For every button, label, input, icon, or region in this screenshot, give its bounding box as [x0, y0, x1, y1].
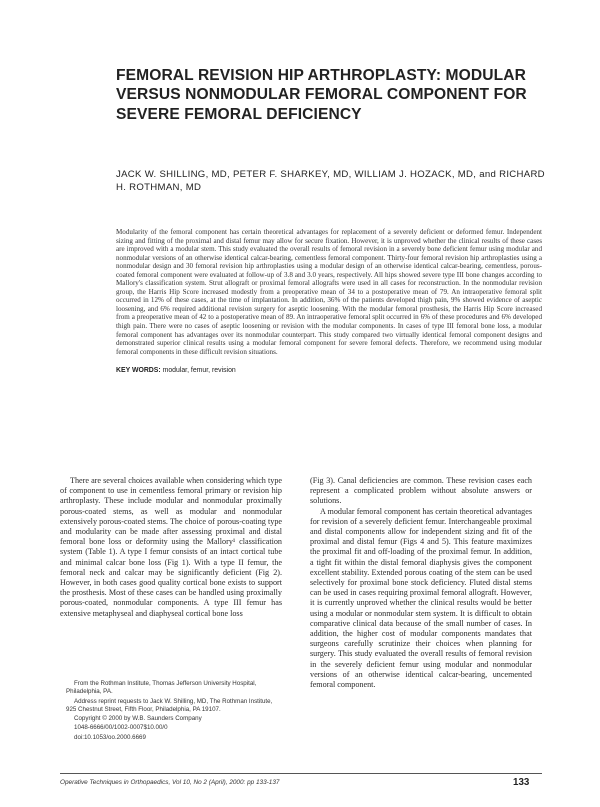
- footnote-doi: doi:10.1053/oo.2000.6669: [74, 733, 146, 741]
- body-left-column: [60, 476, 282, 619]
- footnotes: [66, 680, 280, 743]
- body-right-column: [310, 476, 532, 690]
- footnote-issn: 1048-6666/00/1002-0007$10.00/0: [74, 724, 168, 732]
- keywords-label: KEY WORDS:: [116, 367, 161, 374]
- body-paragraph: A modular femoral component has certain theoretical advantages for revision of a severely deficient femur. Interchangeable proximal and distal components allow for independent sizing and fit of the proximal and distal femur (Figs 4 and 5). This feature maximizes the proximal fit and off-loading of the proximal femur. In addition, a tight fit within the distal femoral diaphysis gives the component excellent stability. Extended porous coating of the stem can be used selectively for proximal bone stock deficiency. Fluted distal stems can be used in cases requiring proximal femoral allograft. However, it is currently unproved whether the clinical results would be better using a modular or nonmodular stem system. It is difficult to obtain comparative clinical data because of the small number of cases. In addition, the higher cost of modular components mandates that surgeons carefully scrutinize their choices when planning for surgery. This study evaluated the overall results of femoral revision in the severely deficient femur using modular and nonmodular versions of an otherwise identical calcar-bearing, uncemented femoral component.: [310, 506, 532, 690]
- keywords-text: modular, femur, revision: [160, 367, 236, 374]
- page-number: 133: [513, 777, 530, 788]
- abstract: Modularity of the femoral component has certain theoretical advantages for replacement of a severely deficient or deformed femur. Independent sizing and fitting of the proximal and distal femur may allow for secure fixation. However, it is unproved whether the clinical results of these cases are improved with a modular stem. This study evaluated the overall results of femoral revision in a severely bone deficient femur using modular and nonmodular versions of an otherwise identical calcar-bearing, cementless femoral component. Thirty-four femoral revision hip arthroplasties using a nonmodular design and 30 femoral revision hip arthroplasties using a modular design of an otherwise identical calcar-bearing, cementless, porous-coated femoral component were evaluated at follow-up of 3.8 and 3.0 years, respectively. All hips showed severe type III bone changes according to Mallory's classification system. Strut allograft or proximal femoral allografts were used in all cases for reconstruction. In the nonmodular revision group, the Harris Hip Score increased modestly from a preoperative mean of 34 to a postoperative mean of 79. An intraoperative femoral split occurred in 12% of these cases, at the time of implantation. In addition, 36% of the patients developed thigh pain, 9% showed evidence of aseptic loosening, and 6% required additional revision surgery for aseptic loosening. With the modular femoral prosthesis, the Harris Hip Score increased from a preoperative mean of 42 to a postoperative mean of 89. An intraoperative femoral split occurred in 6% of these procedures and 6% developed thigh pain. There were no cases of aseptic loosening or revision with the modular components. In cases of type III femoral bone loss, a modular femoral component has advantages over its nonmodular counterpart. This study compared two virtually identical femoral component designs and demonstrated superior clinical results using a modular femoral component for severe femoral defects. Therefore, we recommend using modular femoral components in these difficult revision situations.: [116, 228, 542, 356]
- footnote-reprints: Address reprint requests to Jack W. Shilling, MD, The Rothman Institute, 925 Chestnut Street, Fifth Floor, Philadelphia, PA 19107.: [66, 697, 273, 713]
- body-paragraph: There are several choices available when considering which type of component to use in cementless femoral primary or revision hip arthroplasty. These include modular and nonmodular proximally porous-coated stems, as well as modular and nonmodular extensively porous-coated stems. The choice of porous-coating type and modularity can be made after assessing proximal and distal femoral bone loss or deformity using the Mallory¹ classification system (Table 1). A type I femur consists of an intact cortical tube and minimal calcar bone loss (Fig 1). With a type II femur, the femoral neck and calcar may be significantly deficient (Fig 2). However, in both cases good quality cortical bone exists to support the prosthesis. Most of these cases can be handled using proximally porous-coated, nonmodular components. A type III femur has extensive metaphyseal and diaphyseal cortical bone loss: [60, 476, 282, 618]
- footer-divider: [60, 773, 542, 774]
- footnote-copyright: Copyright © 2000 by W.B. Saunders Company: [74, 715, 202, 723]
- author-list: JACK W. SHILLING, MD, PETER F. SHARKEY, MD, WILLIAM J. HOZACK, MD, and RICHARD H. ROTHMAN, MD: [116, 169, 545, 193]
- keywords: [116, 366, 542, 375]
- footnote-affiliation: From the Rothman Institute, Thomas Jefferson University Hospital, Philadelphia, PA.: [66, 680, 257, 696]
- body-paragraph: (Fig 3). Canal deficiencies are common. These revision cases each represent a complicated problem without absolute answers or solutions.: [310, 476, 532, 506]
- article-title: FEMORAL REVISION HIP ARTHROPLASTY: MODULAR VERSUS NONMODULAR FEMORAL COMPONENT FOR SEVERE FEMORAL DEFICIENCY: [116, 67, 527, 123]
- journal-citation: Operative Techniques in Orthopaedics, Vol 10, No 2 (April), 2000: pp 133-137: [60, 779, 280, 786]
